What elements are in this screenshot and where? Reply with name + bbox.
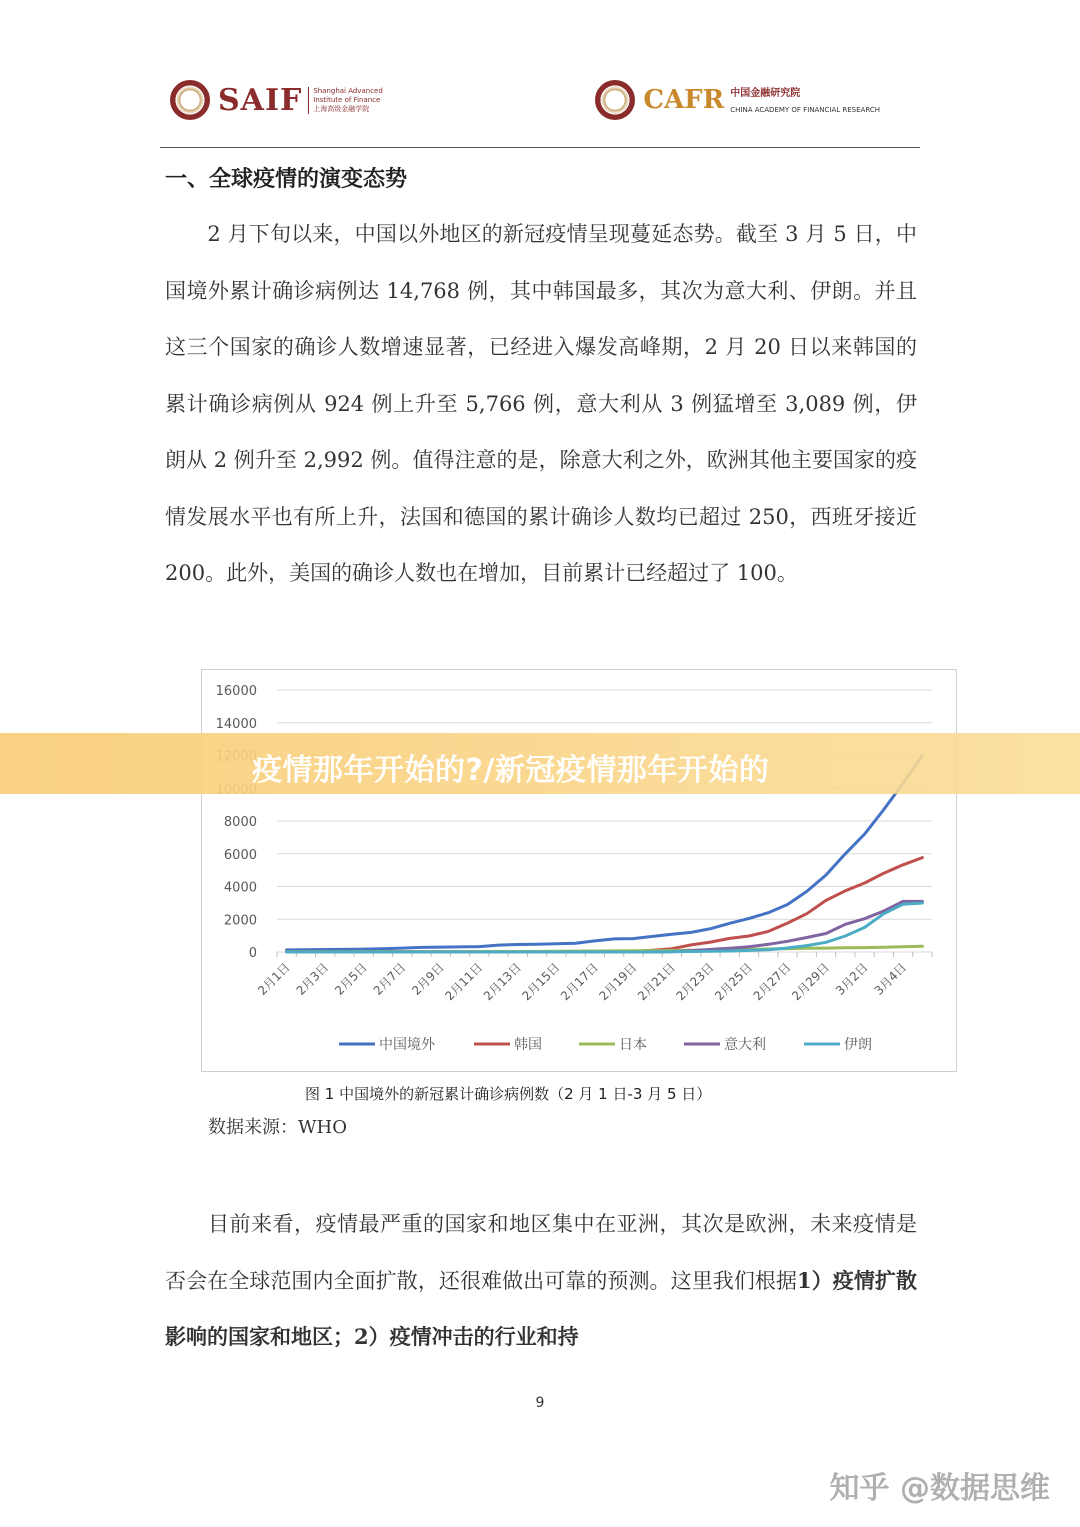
series-line-伊朗 (287, 903, 923, 952)
paragraph-1: 2 月下旬以来，中国以外地区的新冠疫情呈现蔓延态势。截至 3 月 5 日，中国境外累计确诊病例达 14,768 例，其中韩国最多，其次为意大利、伊朗。并且这三个国家的确诊人数增速显著，已经进入爆发高峰期，2 月 20 日以来韩国的累计确诊病例从 924 例上升至 5,766 例，意大利从 3 例猛增至 3,089 例，伊朗从 2 例升至 2,992 例。值得注意的是，除意大利之外，欧洲其他主要国家的疫情发展水平也有所上升，法国和德国的累计确诊人数均已超过 250，西班牙接近 200。此外，美国的确诊人数也在增加，目前累计已经超过了 100。 (165, 222, 917, 585)
chart-svg (202, 670, 956, 1071)
x-tick-label: 2月9日 (409, 960, 447, 998)
y-tick-label: 2000 (223, 913, 257, 929)
x-tick-label: 2月25日 (712, 960, 756, 1004)
x-tick-label: 2月11日 (442, 960, 486, 1004)
saif-sub-line: 上海高级金融学院 (313, 104, 370, 113)
title-banner (0, 733, 1080, 794)
page-number: 9 (535, 1395, 545, 1411)
saif-sub-line: Shanghai Advanced (313, 86, 383, 95)
y-tick-label: 8000 (223, 815, 257, 830)
y-tick-label: 16000 (215, 684, 257, 699)
x-tick-label: 2月23日 (673, 960, 717, 1004)
x-tick-label: 2月3日 (293, 960, 332, 998)
cafr-en-name: CHINA ACADEMY OF FINANCIAL RESEARCH (730, 105, 880, 114)
cafr-logo-text: CAFR (643, 85, 725, 115)
figure-caption: 图 1 中国境外的新冠累计确诊病例数（2 月 1 日-3 月 5 日） (305, 1085, 712, 1103)
header-divider (160, 147, 920, 148)
saif-logo-subtitle (308, 87, 383, 114)
saif-logo-text: SAIF (218, 82, 303, 118)
cafr-seal-icon (595, 80, 635, 120)
legend-label: 韩国 (514, 1037, 542, 1053)
x-tick-label: 2月5日 (332, 960, 370, 998)
x-tick-label: 3月2日 (833, 960, 871, 998)
data-source: 数据来源：WHO (208, 1117, 347, 1138)
x-tick-label: 2月1日 (255, 960, 293, 998)
y-tick-label: 14000 (215, 716, 257, 732)
cafr-logo (595, 80, 880, 120)
paragraph-2-bold: 1）疫情扩散影响的国家和地区；2）疫情冲击的行业和持 (165, 1267, 917, 1349)
saif-seal-icon (170, 80, 210, 120)
saif-sub-line: Institute of Finance (313, 95, 381, 104)
y-tick-label: 0 (248, 946, 257, 961)
x-tick-label: 2月29日 (789, 960, 833, 1004)
legend-label: 日本 (619, 1037, 647, 1053)
paragraph-2-text: 目前来看，疫情最严重的国家和地区集中在亚洲，其次是欧洲，未来疫情是否会在全球范围内全面扩散，还很难做出可靠的预测。这里我们根据 (165, 1212, 917, 1293)
line-chart (201, 669, 957, 1072)
series-line-意大利 (287, 901, 923, 952)
header-logos (160, 75, 920, 135)
x-tick-label: 2月7日 (370, 960, 409, 998)
zhihu-watermark: 知乎 @数据思维 (829, 1471, 1050, 1506)
x-tick-label: 3月4日 (871, 960, 910, 998)
x-tick-label: 2月27日 (750, 960, 794, 1004)
y-tick-label: 6000 (223, 847, 257, 863)
paragraph-2 (165, 1196, 917, 1366)
legend-label: 伊朗 (844, 1037, 872, 1053)
y-tick-label: 4000 (223, 880, 257, 896)
saif-logo (170, 80, 383, 120)
x-tick-label: 2月15日 (519, 960, 563, 1004)
banner-title: 疫情那年开始的?/新冠疫情那年开始的 (252, 753, 770, 788)
cafr-logo-subtitle (730, 85, 880, 116)
x-tick-label: 2月21日 (634, 960, 679, 1004)
x-tick-label: 2月13日 (480, 960, 524, 1004)
x-tick-label: 2月17日 (557, 960, 601, 1004)
legend-label: 中国境外 (379, 1037, 435, 1053)
section-title: 一、全球疫情的演变态势 (165, 166, 408, 192)
legend-label: 意大利 (724, 1037, 766, 1053)
x-tick-label: 2月19日 (596, 960, 640, 1004)
cafr-cn-name: 中国金融研究院 (730, 87, 801, 99)
